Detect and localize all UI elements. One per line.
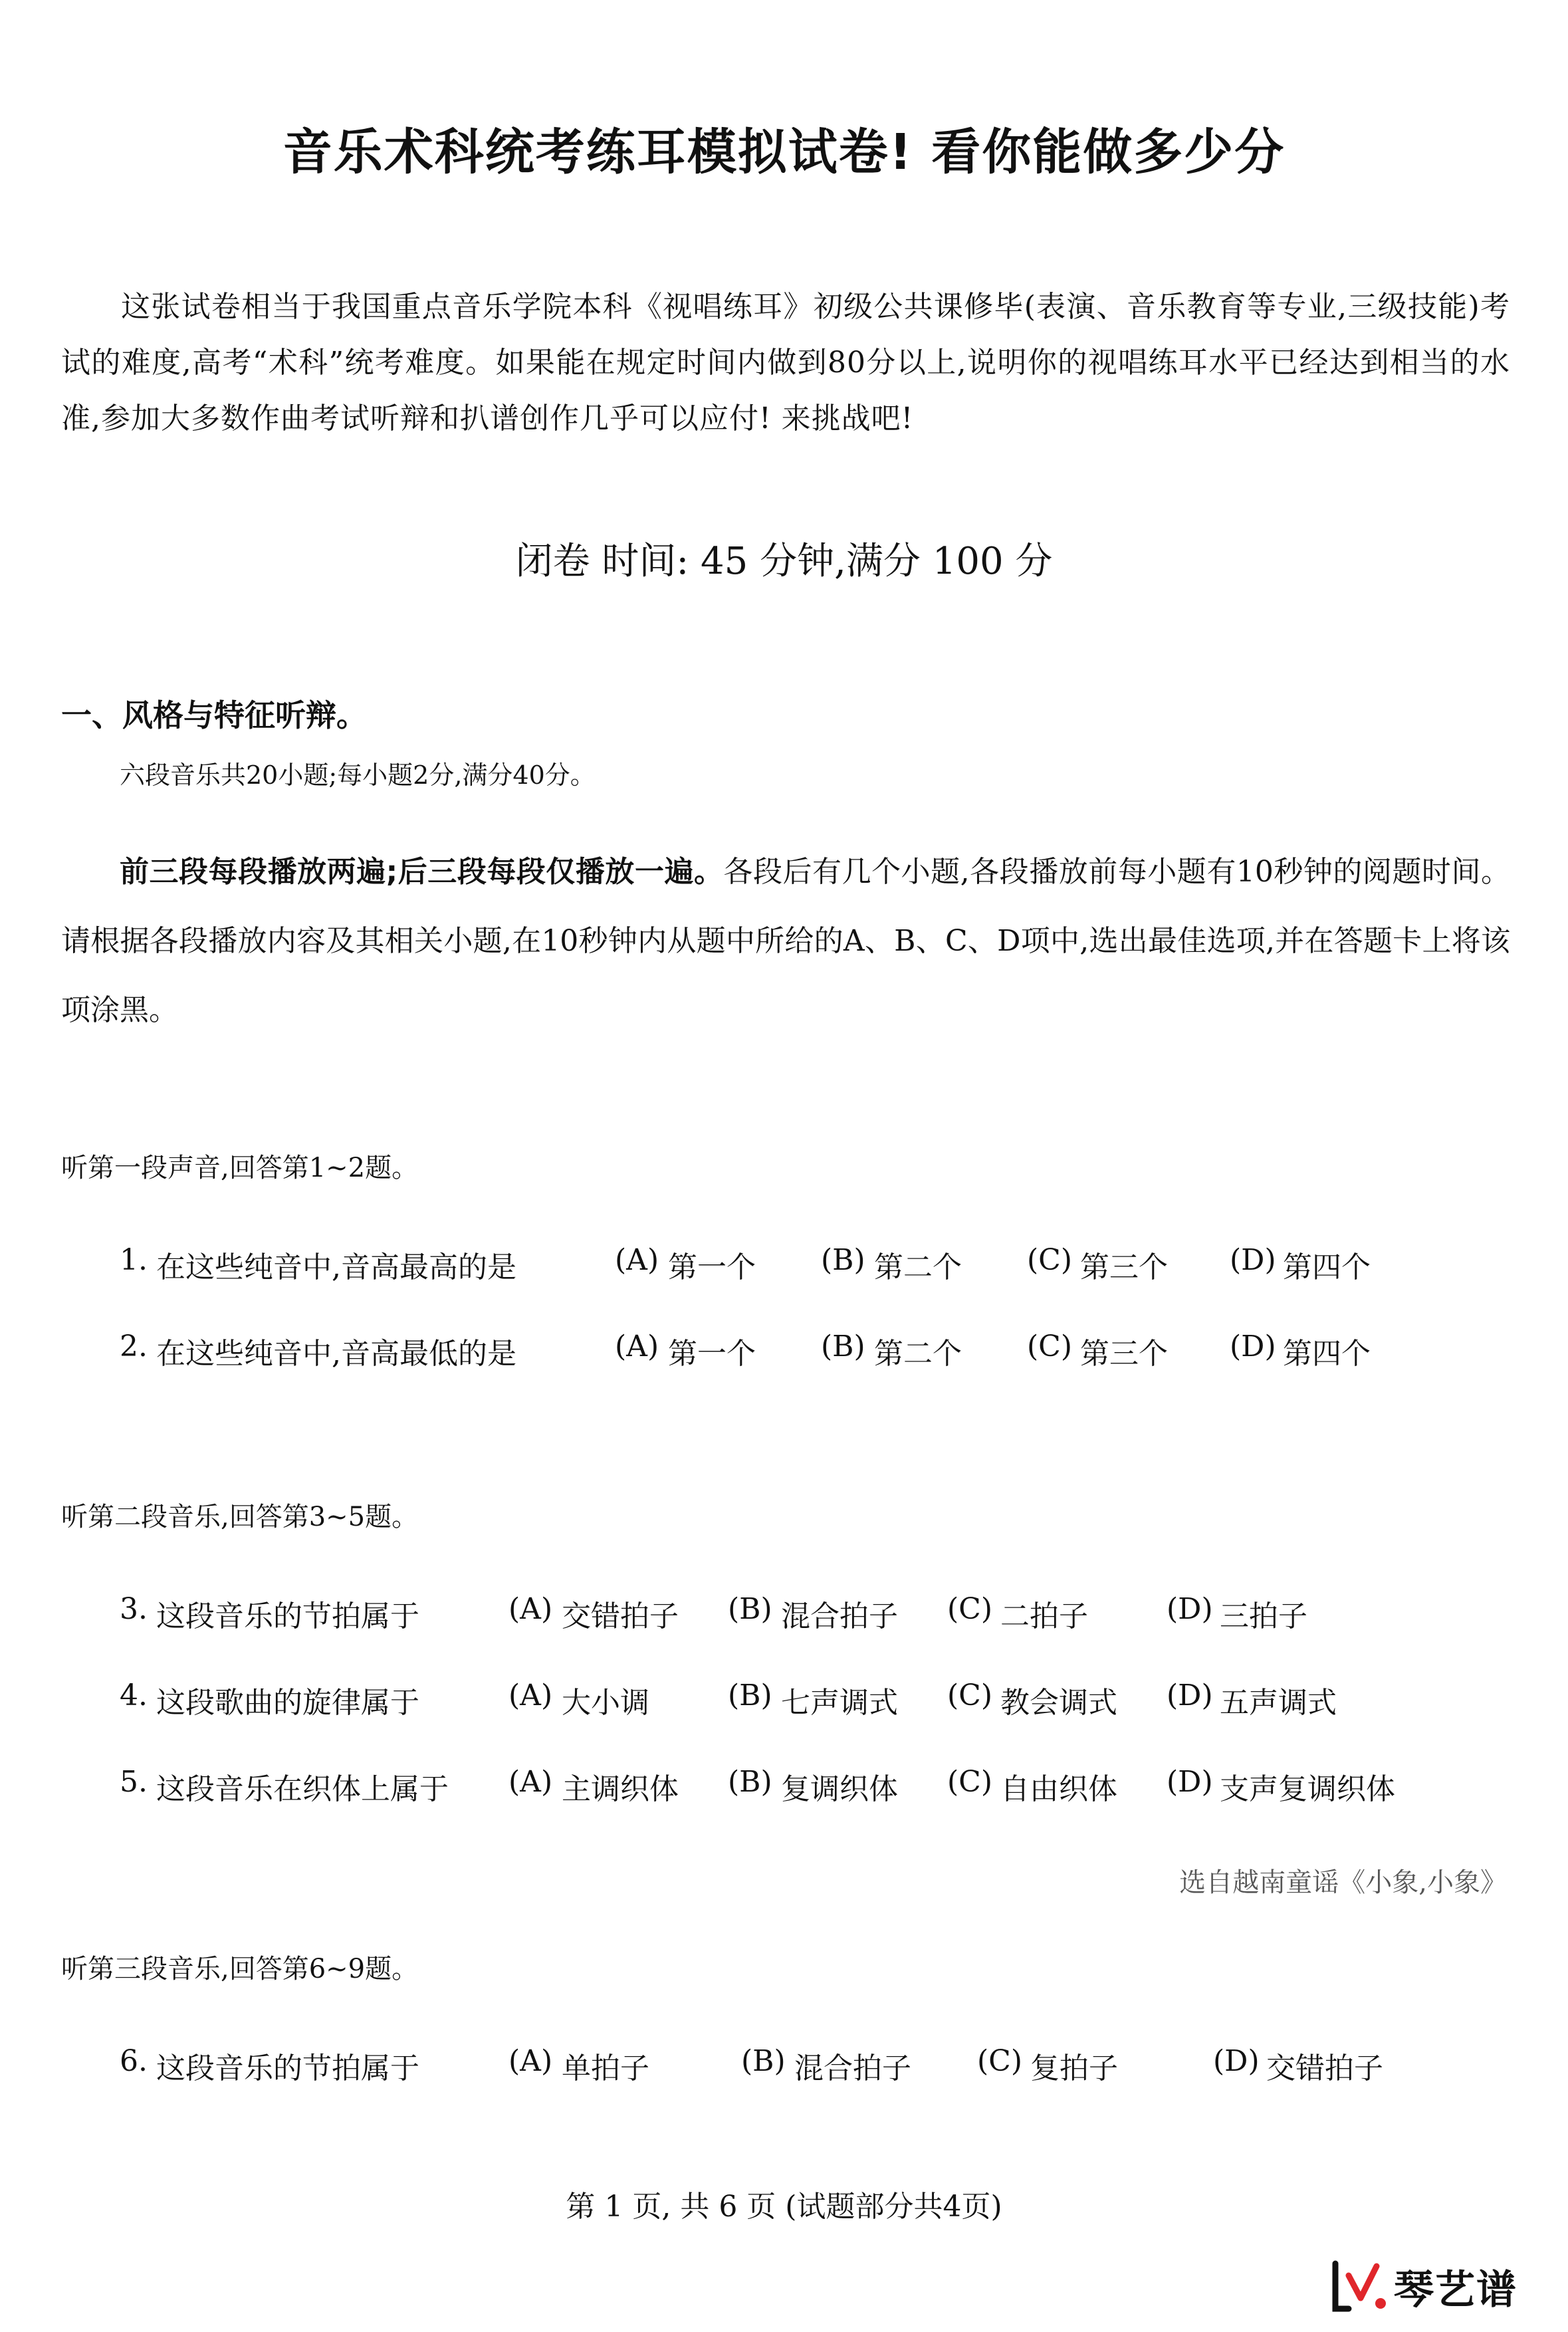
- question-text: 这段音乐在织体上属于: [156, 1772, 449, 1806]
- question-text: 在这些纯音中,音高最低的是: [156, 1337, 516, 1371]
- option-d-label: (D): [1230, 1243, 1276, 1277]
- option-a-text[interactable]: 交错拍子: [562, 1599, 679, 1633]
- option-d-text[interactable]: 五声调式: [1220, 1686, 1337, 1720]
- question-number: 3.: [120, 1592, 148, 1626]
- question-number: 2.: [120, 1330, 148, 1363]
- option-b-label: (B): [728, 1765, 772, 1799]
- source-note: 选自越南童谣《小象,小象》: [1179, 1867, 1507, 1898]
- music-note-logo-icon: [1329, 2257, 1389, 2317]
- option-c-label: (C): [947, 1592, 992, 1626]
- group-heading-3: 听第三段音乐,回答第6~9题。: [61, 1954, 419, 1984]
- option-d-text[interactable]: 第四个: [1283, 1250, 1371, 1284]
- option-c-label: (C): [947, 1679, 992, 1712]
- option-b-text[interactable]: 混合拍子: [794, 2051, 911, 2085]
- option-a-label: (A): [615, 1243, 659, 1277]
- option-c-text[interactable]: 教会调式: [1000, 1686, 1117, 1720]
- option-c-text[interactable]: 自由织体: [1000, 1772, 1117, 1806]
- option-d-label: (D): [1213, 2044, 1260, 2078]
- option-d-label: (D): [1167, 1679, 1213, 1712]
- option-d-text[interactable]: 交错拍子: [1266, 2051, 1383, 2085]
- option-c-text[interactable]: 第三个: [1080, 1250, 1168, 1284]
- option-b-label: (B): [728, 1592, 772, 1626]
- question-text: 这段音乐的节拍属于: [156, 1599, 419, 1633]
- option-a-label: (A): [508, 1765, 553, 1799]
- question-text: 在这些纯音中,音高最高的是: [156, 1250, 516, 1284]
- option-b-text[interactable]: 第二个: [874, 1250, 962, 1284]
- option-a-text[interactable]: 单拍子: [562, 2051, 649, 2085]
- question-number: 5.: [120, 1765, 148, 1799]
- group-heading-2: 听第二段音乐,回答第3~5题。: [61, 1502, 419, 1532]
- intro-paragraph: 这张试卷相当于我国重点音乐学院本科《视唱练耳》初级公共课修毕(表演、音乐教育等专业,三级技能)考试的难度,高考“术科”统考难度。如果能在规定时间内做到80分以上,说明你的视唱练耳水平已经达到相当的水准,参加大多数作曲考试听辩和扒谱创作几乎可以应付! 来挑战吧!: [61, 290, 1510, 435]
- section-instructions: [61, 838, 1510, 1045]
- option-a-label: (A): [508, 2044, 553, 2078]
- option-a-label: (A): [508, 1592, 553, 1626]
- option-c-text[interactable]: 第三个: [1080, 1337, 1168, 1371]
- question-text: 这段音乐的节拍属于: [156, 2051, 419, 2085]
- option-b-label: (B): [821, 1243, 865, 1277]
- group-heading-1: 听第一段声音,回答第1~2题。: [61, 1153, 419, 1183]
- option-a-label: (A): [615, 1330, 659, 1363]
- option-d-text[interactable]: 支声复调织体: [1220, 1772, 1395, 1806]
- option-b-label: (B): [741, 2044, 786, 2078]
- option-c-label: (C): [947, 1765, 992, 1799]
- exam-info: 闭卷 时间: 45 分钟,满分 100 分: [515, 540, 1053, 583]
- section-heading: 一、风格与特征听辩。: [61, 697, 367, 733]
- question-text: 这段歌曲的旋律属于: [156, 1686, 419, 1720]
- option-c-text[interactable]: 复拍子: [1030, 2051, 1118, 2085]
- page-footer: 第 1 页, 共 6 页 (试题部分共4页): [566, 2190, 1002, 2224]
- option-b-text[interactable]: 第二个: [874, 1337, 962, 1371]
- question-number: 4.: [120, 1679, 148, 1712]
- instructions-bold: 前三段每段播放两遍;后三段每段仅播放一遍。: [120, 855, 724, 889]
- option-b-text[interactable]: 复调织体: [781, 1772, 898, 1806]
- option-b-text[interactable]: 七声调式: [781, 1686, 898, 1720]
- option-c-label: (C): [977, 2044, 1022, 2078]
- section-description: 六段音乐共20小题;每小题2分,满分40分。: [120, 760, 596, 790]
- option-d-label: (D): [1167, 1765, 1213, 1799]
- option-c-label: (C): [1027, 1330, 1072, 1363]
- option-d-text[interactable]: 三拍子: [1220, 1599, 1307, 1633]
- option-a-text[interactable]: 第一个: [668, 1337, 756, 1371]
- option-a-label: (A): [508, 1679, 553, 1712]
- logo-text: 琴艺谱: [1394, 2267, 1517, 2313]
- question-number: 6.: [120, 2044, 148, 2078]
- instructions-text: 各段后有几个小题,各段播放前每小题有10秒钟的阅题时间。请根据各段播放内容及其相关小题,在10秒钟内从题中所给的A、B、C、D项中,选出最佳选项,并在答题卡上将该项涂黑。: [61, 855, 1510, 1027]
- option-c-text[interactable]: 二拍子: [1000, 1599, 1088, 1633]
- option-d-label: (D): [1230, 1330, 1276, 1363]
- option-b-label: (B): [821, 1330, 865, 1363]
- option-d-label: (D): [1167, 1592, 1213, 1626]
- option-a-text[interactable]: 大小调: [562, 1686, 649, 1720]
- option-a-text[interactable]: 主调织体: [562, 1772, 679, 1806]
- option-a-text[interactable]: 第一个: [668, 1250, 756, 1284]
- option-b-label: (B): [728, 1679, 772, 1712]
- brand-logo[interactable]: [1329, 2254, 1548, 2320]
- option-d-text[interactable]: 第四个: [1283, 1337, 1371, 1371]
- page-title: 音乐术科统考练耳模拟试卷! 看你能做多少分: [282, 124, 1286, 181]
- option-c-label: (C): [1027, 1243, 1072, 1277]
- option-b-text[interactable]: 混合拍子: [781, 1599, 898, 1633]
- question-number: 1.: [120, 1243, 148, 1277]
